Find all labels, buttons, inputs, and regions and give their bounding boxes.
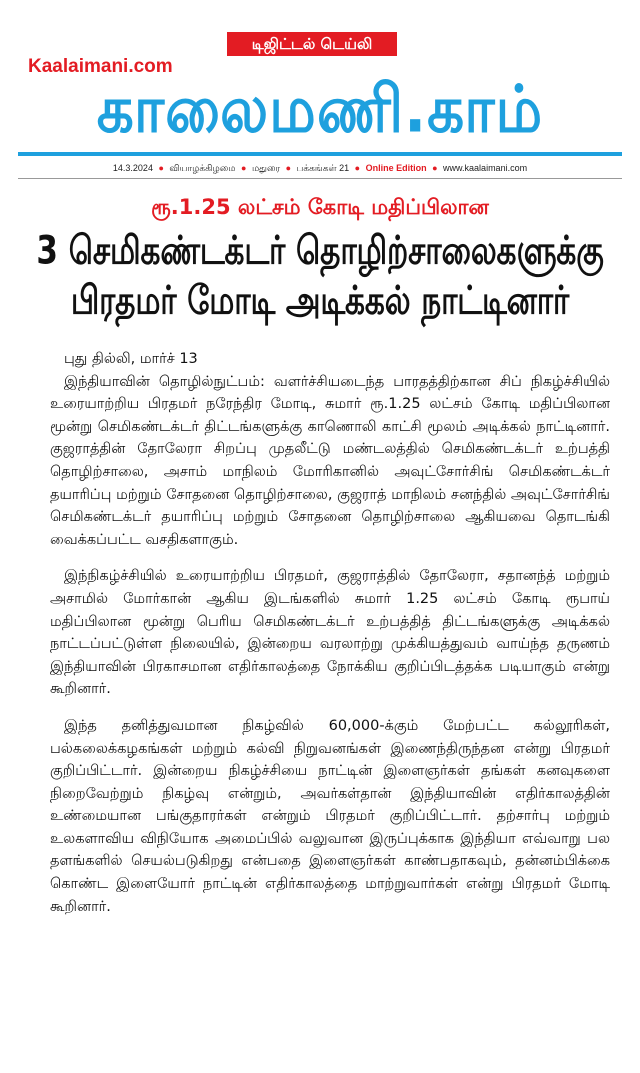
issue-day: வியாழக்கிழமை — [169, 163, 236, 173]
issue-pages: பக்கங்கள் 21 — [296, 163, 350, 173]
issue-date: 14.3.2024 — [112, 163, 153, 173]
article-headline — [20, 226, 620, 326]
bullet-icon: ● — [240, 163, 247, 173]
bullet-icon: ● — [432, 163, 438, 173]
divider — [18, 178, 622, 179]
masthead — [0, 0, 640, 178]
masthead-rule — [18, 152, 622, 156]
headline-line-2: பிரதமர் மோடி அடிக்கல் நாட்டினார் — [70, 278, 570, 324]
headline-line-1: 3 செமிகண்டக்டர் தொழிற்சாலைகளுக்கு — [36, 228, 604, 274]
article-paragraph: இந்நிகழ்ச்சியில் உரையாற்றிய பிரதமர், குஜராத்தில் தோலேரா, சதானந்த் மற்றும் அசாமில் மோர்கான் ஆகிய இடங்களில் சுமார் 1.25 லட்சம் கோடி ரூபாய் மதிப்பிலான மூன்று பெரிய செமிகண்டக்டர் உற்பத்தித் திட்டங்களுக்கு அடிக்கல் நாட்டப்பட்டுள்ள நிலையில், இன்றைய வரலாற்று முக்கியத்துவம் வாய்ந்த தருணம் இந்தியாவின் பிரகாசமான எதிர்காலத்தை நோக்கிய குறிப்பிடத்தக்க படியாகும் என்று கூறினார். — [50, 568, 610, 698]
article-dateline: புது தில்லி, மார்ச் 13 — [64, 351, 198, 367]
bullet-icon: ● — [285, 163, 292, 173]
site-url: www.kaalaimani.com — [443, 163, 528, 173]
article-kicker: ரூ.1.25 லட்சம் கோடி மதிப்பிலான — [151, 195, 489, 219]
bullet-icon: ● — [158, 163, 164, 173]
masthead-tagline: டிஜிட்டல் டெய்லி — [227, 32, 397, 56]
bullet-icon: ● — [354, 163, 361, 173]
article-body — [50, 348, 610, 932]
issue-city: மதுரை — [251, 163, 281, 173]
edition-label: Online Edition — [365, 163, 427, 173]
site-name-small: Kaalaimani.com — [28, 56, 173, 77]
article-paragraph: இந்தியாவின் தொழில்நுட்பம்: வளர்ச்சியடைந்த பாரதத்திற்கான சிப் நிகழ்ச்சியில் உரையாற்றிய பிரதமர் நரேந்திர மோடி, சுமார் ரூ.1.25 லட்சம் கோடி மதிப்பிலான மூன்று செமிகண்டக்டர் திட்டங்களுக்கு காணொலி காட்சி மூலம் அடிக்கல் நாட்டினார். குஜராத்தின் தோலேரா சிறப்பு முதலீட்டு மண்டலத்தில் செமிகண்டக்டர் உற்பத்தி தொழிற்சாலை, அசாம் மாநிலம் மோரிகானில் அவுட்சோர்சிங் செமிகண்டக்டர் தயாரிப்பு மற்றும் சோதனை தொழிற்சாலை, குஜராத் மாநிலம் சனந்தில் அவுட்சோர்சிங் செமிகண்டக்டர் தயாரிப்பு மற்றும் சோதனை தொழிற்சாலை ஆகியவை தொடங்கி வைக்கப்பட்ட வசதிகளாகும். — [50, 373, 610, 548]
masthead-logo: காலைமணி.காம் — [96, 70, 544, 148]
article-paragraph: இந்த தனித்துவமான நிகழ்வில் 60,000-க்கும் மேற்பட்ட கல்லூரிகள், பல்கலைக்கழகங்கள் மற்றும் கல்வி நிறுவனங்கள் இணைந்திருந்தன என்று பிரதமர் குறிப்பிட்டார். இன்றைய நிகழ்ச்சியை நாட்டின் இளைஞர்கள் தங்கள் கனவுகளை நிறைவேற்றும் நிகழ்வு என்றும், அவர்கள்தான் இந்தியாவின் எதிர்காலத்தின் உண்மையான பங்குதாரர்கள் என்றும் பிரதமர் குறிப்பிட்டார். தற்சார்பு மற்றும் உலகளாவிய விநியோக அமைப்பில் வலுவான இருப்புக்காக இந்தியா எவ்வாறு பல தளங்களில் செயல்படுகிறது என்பதை இளைஞர்கள் காண்பதாகவும், தன்னம்பிக்கை கொண்ட இளையோர் நாட்டின் எதிர்காலத்தை மாற்றுவார்கள் என்று பிரதமர் மோடி கூறினார். — [50, 717, 610, 915]
issue-info-bar — [0, 160, 640, 176]
